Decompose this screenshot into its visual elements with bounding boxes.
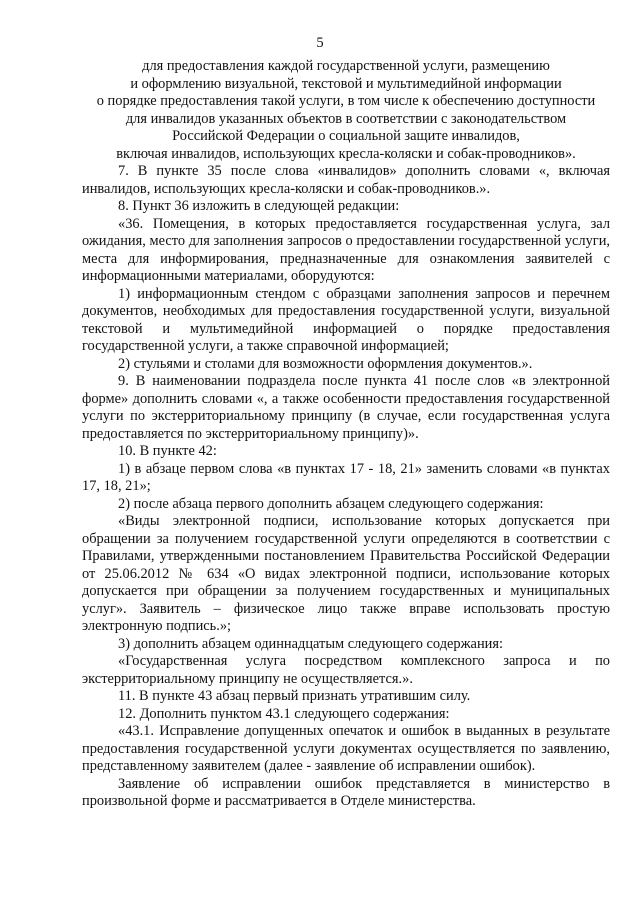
document-body xyxy=(82,58,610,811)
centered-line: о порядке предоставления такой услуги, в том числе к обеспечению доступности xyxy=(96,93,596,109)
paragraph-clause-43-1: «43.1. Исправление допущенных опечаток и ошибок в выданных в результате предоставления государственной услуги документах осуществляется по заявлению, представленному заявителем (далее - заявление об исправлении ошибок). xyxy=(82,723,610,774)
paragraph-item-10-sub-1: 1) в абзаце первом слова «в пунктах 17 - 18, 21» заменить словами «в пунктах 17, 18, 21»; xyxy=(82,460,610,494)
paragraph-item-10-sub-2: 2) после абзаца первого дополнить абзацем следующего содержания: xyxy=(118,495,544,512)
paragraph-item-10: 10. В пункте 42: xyxy=(118,443,217,459)
page-number: 5 xyxy=(316,35,324,51)
paragraph-clause-36: «36. Помещения, в которых предоставляется государственная услуга, зал ожидания, место для заполнения запросов о предоставлении государственной услуги, места для информирования, предназначенные для ознакомления заявителей с информационными материалами, оборудуются: xyxy=(82,215,610,284)
paragraph-error-statement: Заявление об исправлении ошибок представляется в министерство в произвольной форме и рассматривается в Отделе министерства. xyxy=(82,775,610,809)
paragraph-item-10-sub-3: 3) дополнить абзацем одиннадцатым следующего содержания: xyxy=(118,635,503,652)
centered-line: для предоставления каждой государственной услуги, размещению xyxy=(142,58,550,74)
centered-line: и оформлению визуальной, текстовой и мультимедийной информации xyxy=(130,75,562,92)
centered-continuation xyxy=(82,58,610,163)
centered-line: Российской Федерации о социальной защите инвалидов, xyxy=(172,128,520,144)
centered-line: для инвалидов указанных объектов в соответствии с законодательством xyxy=(125,110,567,127)
paragraph-subitem-1: 1) информационным стендом с образцами заполнения запросов и перечнем документов, необходимых для предоставления государственной услуги, визуальной текстовой и мультимедийной информацией о порядке предоставления государственной услуги, а также справочной информацией; xyxy=(82,285,610,354)
paragraph-subitem-2: 2) стульями и столами для возможности оформления документов.». xyxy=(118,355,533,372)
paragraph-item-12: 12. Дополнить пунктом 43.1 следующего содержания: xyxy=(118,705,450,722)
centered-line: включая инвалидов, использующих кресла-коляски и собак-проводников». xyxy=(116,145,576,162)
paragraph-item-11: 11. В пункте 43 абзац первый признать утратившим силу. xyxy=(118,688,471,704)
paragraph-item-8: 8. Пункт 36 изложить в следующей редакции: xyxy=(118,198,400,214)
paragraph-signature-types: «Виды электронной подписи, использование которых допускается при обращении за получением государственной услуги определяются в соответствии с Правилами, утвержденными постановлением Правительства Российской Федерации от 25.06.2012 № 634 «О видах электронной подписи, использование которых допускается при обращении за получением государственных и муниципальных услуг». Заявитель – физическое лицо также вправе использовать простую электронную подпись.»; xyxy=(82,513,610,634)
paragraph-item-7: 7. В пункте 35 после слова «инвалидов» дополнить словами «, включая инвалидов, использующих кресла-коляски и собак-проводников.». xyxy=(82,163,610,197)
paragraph-complex-request: «Государственная услуга посредством комплексного запроса и по экстерриториальному принципу не осуществляется.». xyxy=(82,653,610,687)
paragraph-item-9: 9. В наименовании подраздела после пункта 41 после слов «в электронной форме» дополнить словами «, а также особенности предоставления государственной услуги по экстерриториальному принципу (в случае, если государственная услуга предоставляется по экстерриториальному принципу)». xyxy=(82,373,610,442)
